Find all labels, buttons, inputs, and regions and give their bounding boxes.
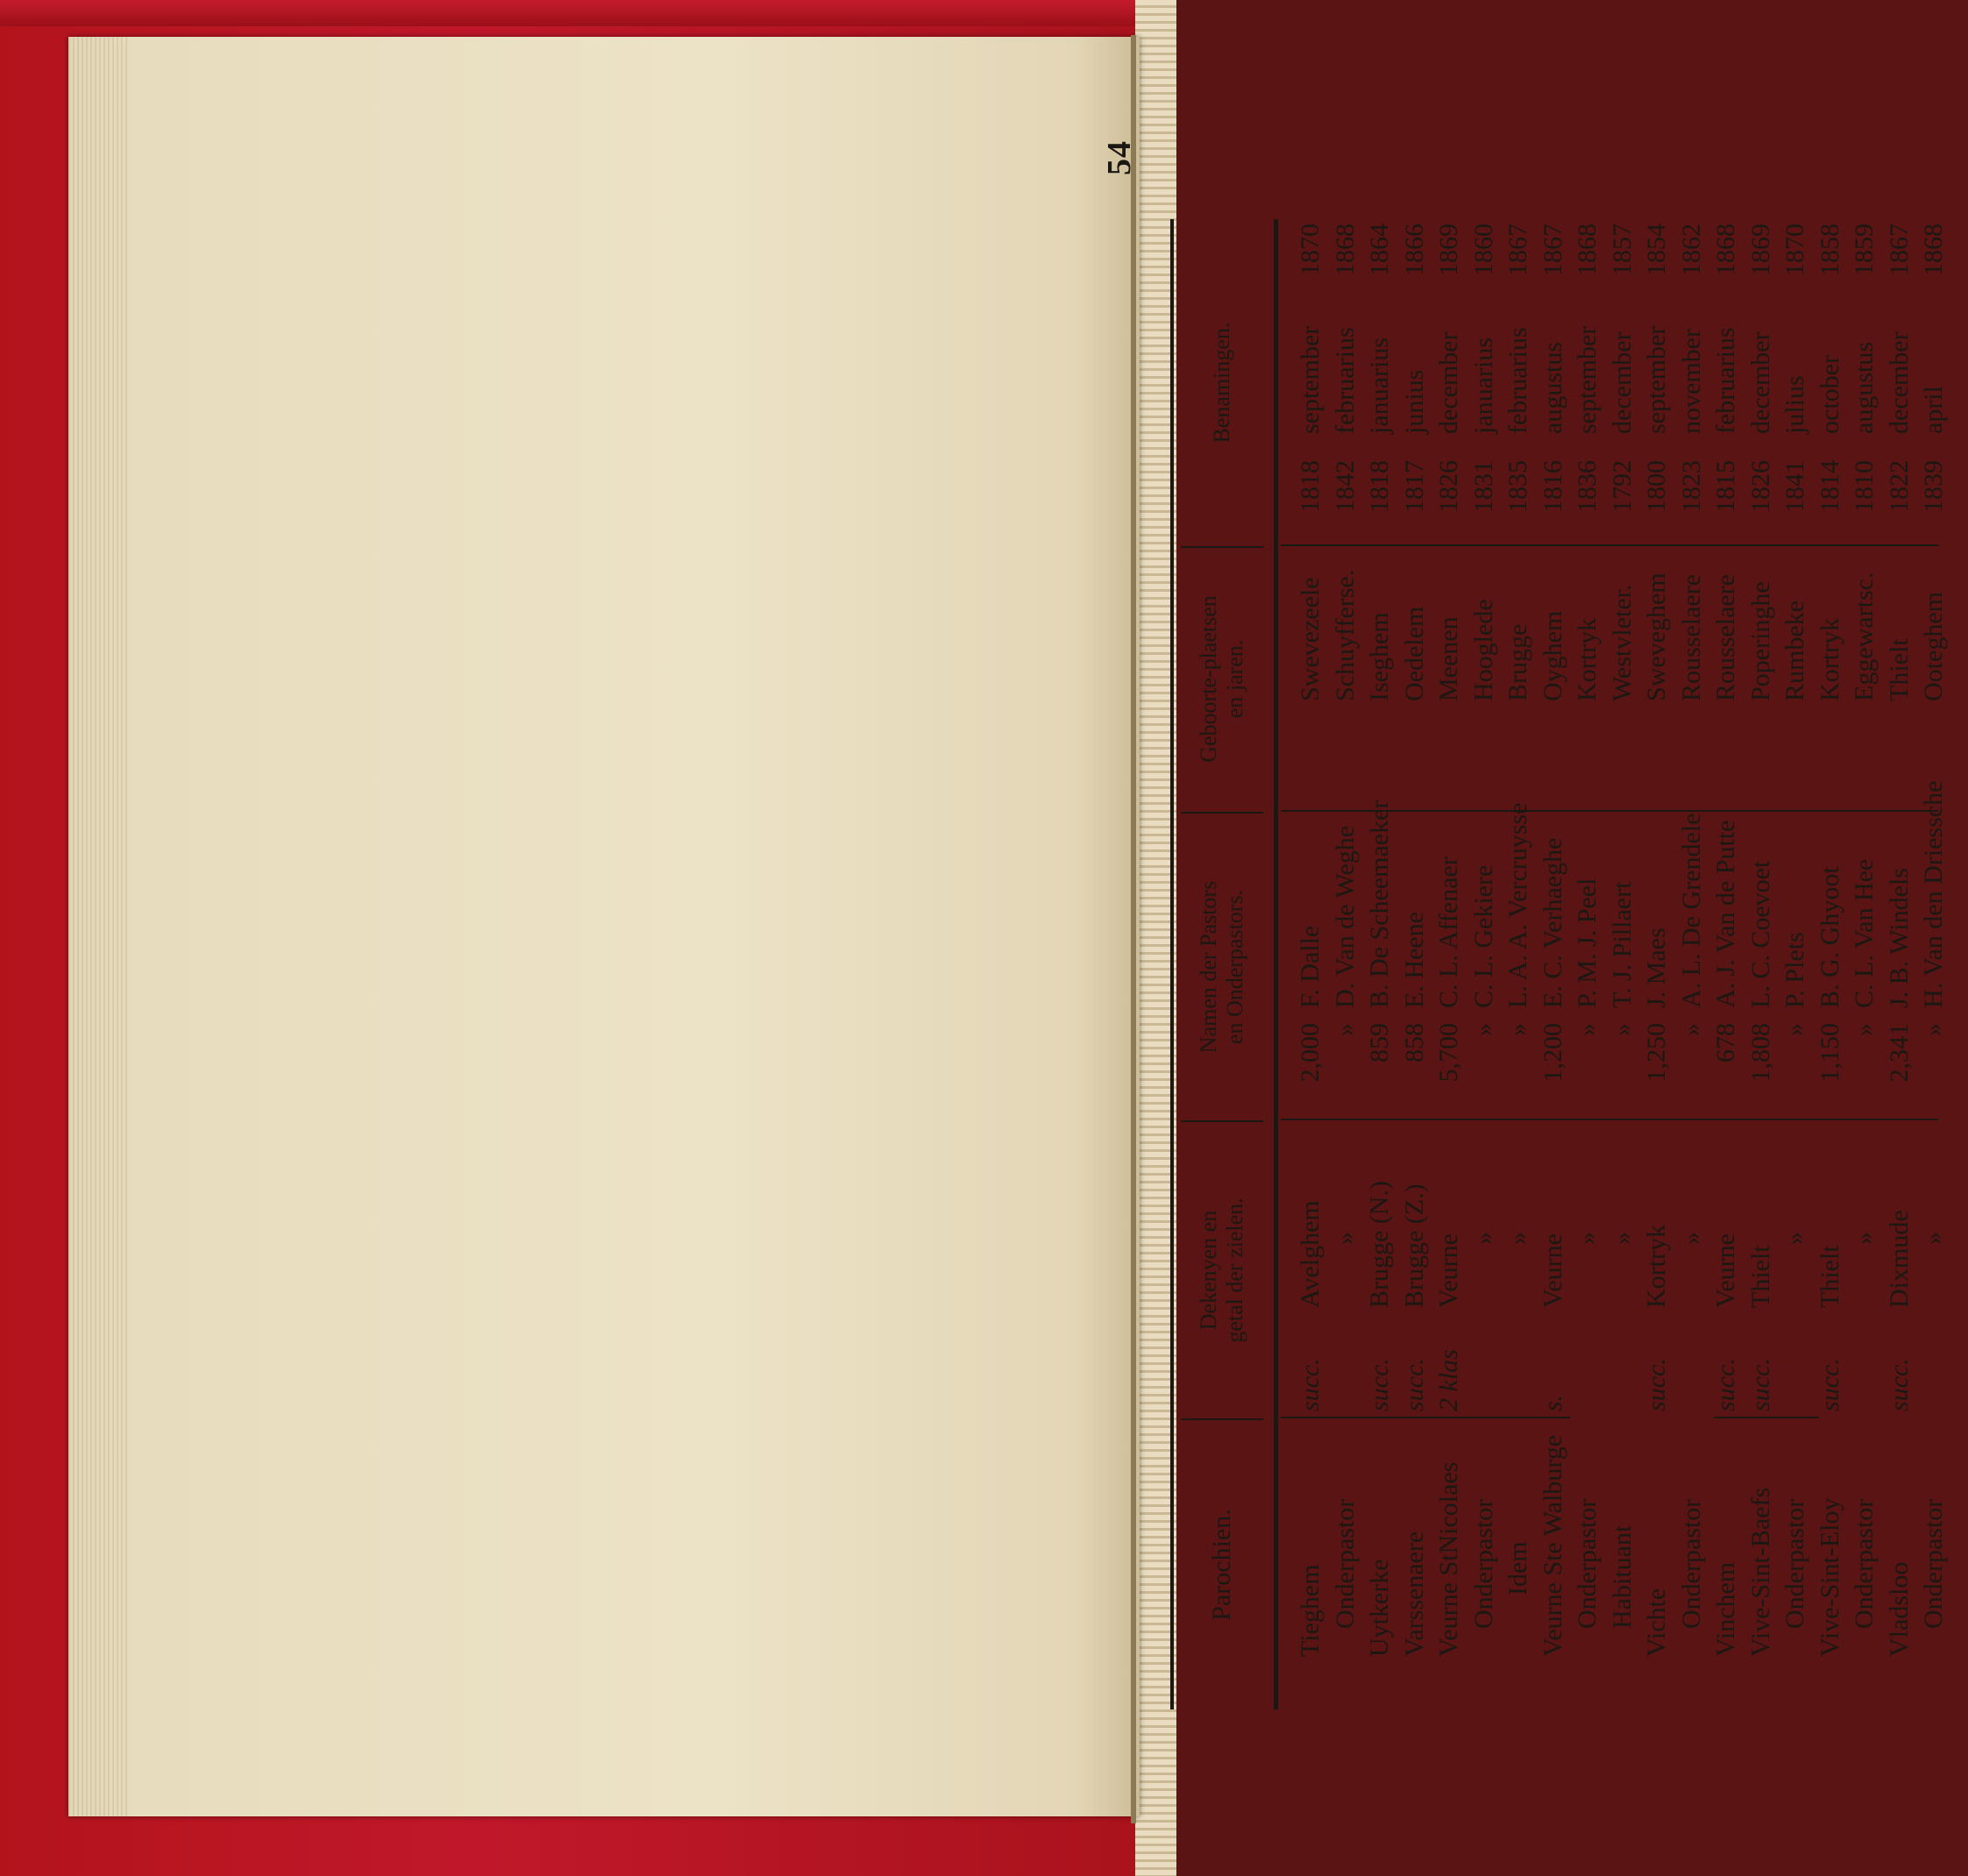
book-page xyxy=(68,37,1140,1816)
benaming-cell: october xyxy=(1815,355,1844,434)
dekenij-cell: » xyxy=(1468,1232,1498,1245)
zielen-cell: » xyxy=(1850,1023,1879,1036)
table-row xyxy=(1605,219,1640,1657)
geboorteplaats-cell: Rousselaere xyxy=(1676,574,1706,701)
parochie-cell: Onderpastor xyxy=(1468,1498,1498,1629)
dekenij-cell: » xyxy=(1780,1232,1809,1245)
geboorteplaats-cell: Sweveghem xyxy=(1642,572,1671,701)
geboortejaar-cell: 1818 xyxy=(1365,460,1394,513)
benamingjaar-cell: 1864 xyxy=(1365,224,1394,276)
benaming-cell: februarius xyxy=(1330,327,1360,434)
zielen-cell: 1,250 xyxy=(1642,1023,1671,1083)
cover-edge xyxy=(0,0,1176,26)
parochie-cell: Idem xyxy=(1503,1541,1532,1595)
parochie-cell: Veurne Ste Walburge xyxy=(1538,1434,1567,1657)
parochie-cell: Vive-Sint-Baefs xyxy=(1745,1487,1775,1657)
benaming-cell: december xyxy=(1745,331,1775,434)
benamingjaar-cell: 1867 xyxy=(1884,224,1914,276)
parochie-cell: Uytkerke xyxy=(1365,1559,1394,1657)
parochie-cell: Habituant xyxy=(1607,1524,1637,1629)
geboortejaar-cell: 1810 xyxy=(1850,460,1879,513)
zielen-cell: 858 xyxy=(1399,1023,1429,1062)
header-namen xyxy=(1173,814,1271,1120)
naam-cell: E. Heene xyxy=(1399,912,1429,1008)
naam-cell: P. M. J. Peel xyxy=(1573,878,1602,1008)
geboorteplaats-cell: Thielt xyxy=(1884,638,1914,701)
benaming-cell: februarius xyxy=(1711,327,1740,434)
zielen-cell: 2,341 xyxy=(1884,1023,1914,1083)
zielen-cell: » xyxy=(1573,1023,1602,1036)
geboortejaar-cell: 1823 xyxy=(1676,460,1706,513)
dekenij-cell: » xyxy=(1503,1232,1532,1245)
benamingjaar-cell: 1868 xyxy=(1330,224,1360,276)
parochie-cell: Onderpastor xyxy=(1850,1498,1879,1629)
dekenij-cell: Thielt xyxy=(1745,1245,1775,1308)
table-row xyxy=(1501,219,1536,1657)
benamingjaar-cell: 1869 xyxy=(1434,224,1463,276)
header-dekenyen-line1: Dekenyen en xyxy=(1196,1210,1221,1331)
geboortejaar-cell: 1841 xyxy=(1780,460,1809,513)
header-namen-line2: en Onderpastors. xyxy=(1222,889,1247,1045)
tag-cell: succ. xyxy=(1365,1358,1394,1411)
table-row xyxy=(1467,219,1502,1657)
parochie-cell: Veurne StNicolaes xyxy=(1434,1461,1463,1657)
geboortejaar-cell: 1814 xyxy=(1815,460,1844,513)
zielen-cell: 5,700 xyxy=(1434,1023,1463,1083)
geboorteplaats-cell: Kortryk xyxy=(1573,618,1602,701)
table-row xyxy=(1328,219,1363,1657)
naam-cell: C. L. Affenaer xyxy=(1434,856,1463,1008)
dekenij-cell: Thielt xyxy=(1815,1245,1844,1308)
zielen-cell: » xyxy=(1780,1023,1809,1036)
benaming-cell: december xyxy=(1607,331,1637,434)
geboorteplaats-cell: Rousselaere xyxy=(1711,574,1740,701)
parochie-cell: Tieghem xyxy=(1296,1564,1325,1657)
geboorteplaats-cell: Brugge xyxy=(1503,623,1532,701)
naam-cell: H. Van den Driessche xyxy=(1919,780,1948,1008)
tag-cell: succ. xyxy=(1815,1358,1844,1411)
geboortejaar-cell: 1822 xyxy=(1884,460,1914,513)
geboortejaar-cell: 1815 xyxy=(1711,460,1740,513)
geboorteplaats-cell: Hooglede xyxy=(1468,599,1498,701)
zielen-cell: » xyxy=(1676,1023,1706,1036)
zielen-cell: 2,000 xyxy=(1296,1023,1325,1083)
page-stack-edges xyxy=(68,37,130,1816)
zielen-cell: 1,808 xyxy=(1745,1023,1775,1083)
parochie-cell: Onderpastor xyxy=(1573,1498,1602,1629)
dekenij-cell: » xyxy=(1330,1232,1360,1245)
header-namen-line1: Namen der Pastors xyxy=(1196,880,1221,1054)
table-row xyxy=(1639,219,1674,1657)
dekenij-cell: » xyxy=(1607,1232,1637,1245)
zielen-cell: 859 xyxy=(1365,1023,1394,1062)
geboortejaar-cell: 1831 xyxy=(1468,460,1498,513)
rotated-page-content xyxy=(1083,96,1968,1762)
dekenij-cell: Brugge (N.) xyxy=(1365,1181,1394,1308)
geboortejaar-cell: 1836 xyxy=(1573,460,1602,513)
dekenij-cell: Veurne xyxy=(1711,1233,1740,1308)
naam-cell: J. Maes xyxy=(1642,927,1671,1008)
geboortejaar-cell: 1792 xyxy=(1607,460,1637,513)
geboorteplaats-cell: Rumbeke xyxy=(1780,600,1809,701)
benaming-cell: december xyxy=(1434,331,1463,434)
benamingjaar-cell: 1868 xyxy=(1919,224,1948,276)
naam-cell: L. A. A. Vercruysse xyxy=(1503,802,1532,1008)
benamingjaar-cell: 1859 xyxy=(1850,224,1879,276)
naam-cell: A. L. De Grendele xyxy=(1676,813,1706,1008)
header-benamingen xyxy=(1173,219,1271,546)
benamingjaar-cell: 1868 xyxy=(1711,224,1740,276)
zielen-cell: » xyxy=(1607,1023,1637,1036)
parochie-cell: Onderpastor xyxy=(1780,1498,1809,1629)
naam-cell: A. J. Van de Putte xyxy=(1711,820,1740,1008)
parochie-cell: Vinchem xyxy=(1711,1561,1740,1657)
benamingjaar-cell: 1867 xyxy=(1503,224,1532,276)
zielen-cell: 1,200 xyxy=(1538,1023,1567,1083)
parochie-cell: Onderpastor xyxy=(1330,1498,1360,1629)
dekenij-cell: Brugge (Z.) xyxy=(1399,1183,1429,1308)
table-row xyxy=(1362,219,1397,1657)
header-dekenyen-line2: getal der zielen. xyxy=(1222,1197,1247,1343)
dekenij-cell: » xyxy=(1919,1232,1948,1245)
benaming-cell: april xyxy=(1919,386,1948,434)
geboorteplaats-cell: Meenen xyxy=(1434,616,1463,701)
parochie-cell: Vive-Sint-Eloy xyxy=(1815,1497,1844,1657)
benaming-cell: september xyxy=(1296,325,1325,434)
table-row xyxy=(1536,219,1571,1657)
table-row xyxy=(1397,219,1432,1657)
geboortejaar-cell: 1818 xyxy=(1296,460,1325,513)
geboorteplaats-cell: Eggewartsc. xyxy=(1850,572,1879,701)
geboortejaar-cell: 1826 xyxy=(1434,460,1463,513)
zielen-cell: 1,150 xyxy=(1815,1023,1844,1083)
naam-cell: E. C. Verhaeghe xyxy=(1538,837,1567,1008)
naam-cell: B. De Scheemaeker xyxy=(1365,799,1394,1008)
tag-cell: succ. xyxy=(1884,1358,1914,1411)
table-row xyxy=(1432,219,1467,1657)
dekenij-cell: » xyxy=(1676,1232,1706,1245)
dekenij-cell: Kortryk xyxy=(1642,1225,1671,1308)
parochie-cell: Varssenaere xyxy=(1399,1531,1429,1657)
benaming-cell: februarius xyxy=(1503,327,1532,434)
benamingjaar-cell: 1868 xyxy=(1573,224,1602,276)
naam-cell: P. Plets xyxy=(1780,932,1809,1008)
tag-cell: succ. xyxy=(1711,1358,1740,1411)
parochie-cell: Vladsloo xyxy=(1884,1561,1914,1657)
benaming-cell: augustus xyxy=(1850,342,1879,434)
benamingjaar-cell: 1854 xyxy=(1642,224,1671,276)
benamingjaar-cell: 1870 xyxy=(1296,224,1325,276)
zielen-cell: 678 xyxy=(1711,1023,1740,1062)
geboortejaar-cell: 1835 xyxy=(1503,460,1532,513)
header-benamingen-text: Benamingen. xyxy=(1209,322,1234,444)
geboortejaar-cell: 1839 xyxy=(1919,460,1948,513)
tag-cell: succ. xyxy=(1745,1358,1775,1411)
geboorteplaats-cell: Oedelem xyxy=(1399,606,1429,701)
benaming-cell: september xyxy=(1573,325,1602,434)
table-row xyxy=(1847,219,1882,1657)
naam-cell: C. L. Van Hee xyxy=(1850,858,1879,1008)
benamingjaar-cell: 1866 xyxy=(1399,224,1429,276)
table-row xyxy=(1813,219,1848,1657)
benaming-cell: junius xyxy=(1399,369,1429,434)
geboortejaar-cell: 1816 xyxy=(1538,460,1567,513)
benamingjaar-cell: 1862 xyxy=(1676,224,1706,276)
tag-cell: succ. xyxy=(1399,1358,1429,1411)
benamingjaar-cell: 1867 xyxy=(1538,224,1567,276)
zielen-cell: » xyxy=(1919,1023,1948,1036)
header-geboorte-line2: en jaren. xyxy=(1222,639,1247,719)
dekenij-cell: Veurne xyxy=(1538,1233,1567,1308)
table-row xyxy=(1882,219,1917,1657)
zielen-cell: » xyxy=(1330,1023,1360,1036)
benamingjaar-cell: 1858 xyxy=(1815,224,1844,276)
benaming-cell: augustus xyxy=(1538,342,1567,434)
geboortejaar-cell: 1842 xyxy=(1330,460,1360,513)
benamingjaar-cell: 1857 xyxy=(1607,224,1637,276)
table-row xyxy=(1293,219,1328,1657)
header-bottom-rule xyxy=(1274,219,1278,1709)
naam-cell: F. Dalle xyxy=(1296,925,1325,1008)
naam-cell: B. G. Ghyoot xyxy=(1815,866,1844,1008)
header-parochien xyxy=(1173,1420,1271,1709)
tag-cell: 2 klas xyxy=(1434,1349,1463,1411)
geboortejaar-cell: 1817 xyxy=(1399,460,1429,513)
table-row xyxy=(1744,219,1779,1657)
geboorteplaats-cell: Westvleter. xyxy=(1607,584,1637,701)
naam-cell: D. Van de Weghe xyxy=(1330,825,1360,1008)
tag-cell: succ. xyxy=(1296,1358,1325,1411)
dekenij-cell: » xyxy=(1850,1232,1879,1245)
header-parochien-text: Parochien. xyxy=(1207,1509,1236,1621)
tag-cell: succ. xyxy=(1642,1358,1671,1411)
geboorteplaats-cell: Oyghem xyxy=(1538,610,1567,701)
dekenij-cell: Dixmude xyxy=(1884,1210,1914,1308)
benaming-cell: januarius xyxy=(1468,338,1498,434)
geboorteplaats-cell: Ooteghem xyxy=(1919,592,1948,701)
zielen-cell: » xyxy=(1468,1023,1498,1036)
parochie-cell: Vichte xyxy=(1642,1588,1671,1657)
naam-cell: J. B. Windels xyxy=(1884,868,1914,1008)
naam-cell: L. C. Coevoet xyxy=(1745,860,1775,1008)
table-row xyxy=(1916,219,1951,1657)
geboorteplaats-cell: Poperinghe xyxy=(1745,581,1775,701)
benaming-cell: september xyxy=(1642,325,1671,434)
geboortejaar-cell: 1826 xyxy=(1745,460,1775,513)
benamingjaar-cell: 1870 xyxy=(1780,224,1809,276)
parochie-cell: Onderpastor xyxy=(1676,1498,1706,1629)
header-geboorte xyxy=(1173,546,1271,812)
dekenij-cell: Avelghem xyxy=(1296,1200,1325,1308)
zielen-cell: » xyxy=(1503,1023,1532,1036)
naam-cell: T. J. Pillaert xyxy=(1607,881,1637,1008)
geboortejaar-cell: 1800 xyxy=(1642,460,1671,513)
table-row xyxy=(1709,219,1744,1657)
table-row xyxy=(1674,219,1709,1657)
dekenij-cell: Veurne xyxy=(1434,1233,1463,1308)
dekenij-cell: » xyxy=(1573,1232,1602,1245)
benamingjaar-cell: 1860 xyxy=(1468,224,1498,276)
table-row xyxy=(1778,219,1813,1657)
naam-cell: C. L. Gekiere xyxy=(1468,864,1498,1008)
benaming-cell: december xyxy=(1884,331,1914,434)
geboorteplaats-cell: Schuyfferse. xyxy=(1330,569,1360,701)
geboorteplaats-cell: Kortryk xyxy=(1815,618,1844,701)
table-row xyxy=(1570,219,1605,1657)
geboorteplaats-cell: Iseghem xyxy=(1365,612,1394,701)
header-dekenyen xyxy=(1173,1122,1271,1418)
header-geboorte-line1: Geboorte-plaetsen xyxy=(1196,595,1221,763)
page-number: 54 xyxy=(1101,140,1138,175)
benaming-cell: julius xyxy=(1780,375,1809,434)
parochie-cell: Onderpastor xyxy=(1919,1498,1948,1629)
geboorteplaats-cell: Swevezeele xyxy=(1296,577,1325,701)
benaming-cell: januarius xyxy=(1365,338,1394,434)
tag-cell: s. xyxy=(1538,1394,1567,1411)
benaming-cell: november xyxy=(1676,329,1706,434)
benamingjaar-cell: 1869 xyxy=(1745,224,1775,276)
